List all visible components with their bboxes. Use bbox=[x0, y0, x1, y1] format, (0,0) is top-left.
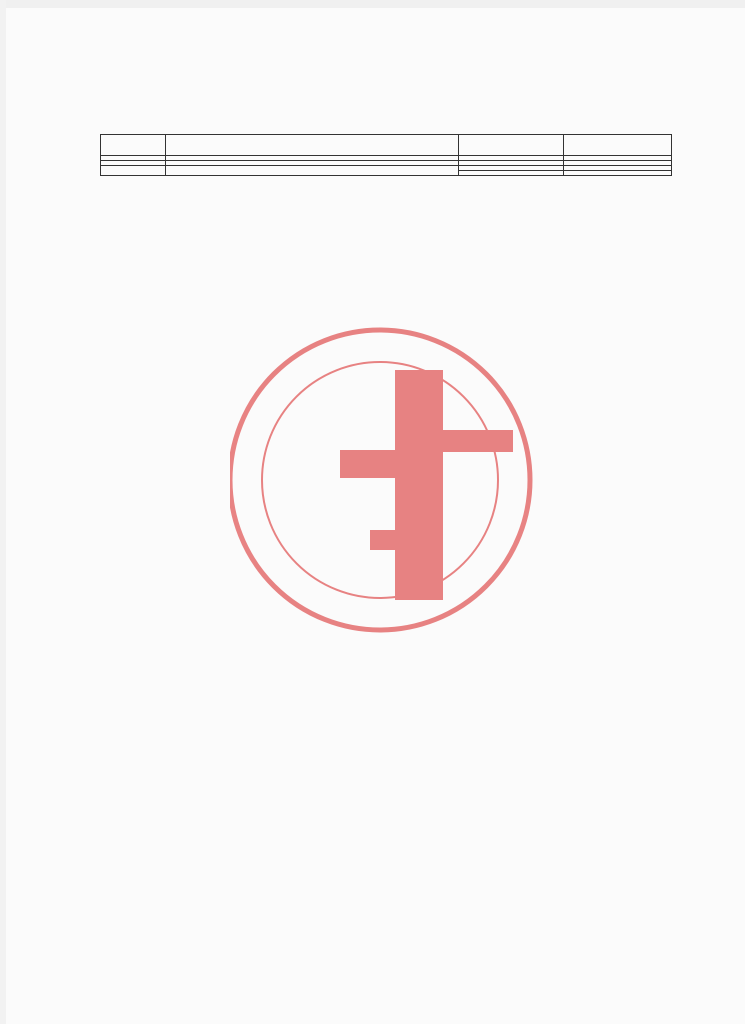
stamp-bar-right bbox=[443, 430, 513, 452]
cell-grade bbox=[564, 171, 672, 176]
table-header-row bbox=[101, 135, 672, 156]
stamp-bar-lower bbox=[370, 530, 410, 550]
paragraph bbox=[100, 201, 672, 222]
section-heading bbox=[100, 180, 672, 201]
header-structure bbox=[459, 135, 564, 156]
body-text bbox=[100, 124, 672, 221]
cell-condition bbox=[166, 166, 459, 176]
header-condition bbox=[166, 135, 459, 156]
publisher-stamp-watermark bbox=[230, 300, 580, 660]
stamp-bar-vertical bbox=[395, 370, 443, 600]
grain-grade-table bbox=[100, 134, 672, 176]
cell-structure bbox=[459, 171, 564, 176]
stamp-outer-ring bbox=[230, 330, 530, 630]
scan-edge-top bbox=[0, 0, 745, 8]
stamp-inner-ring bbox=[262, 362, 498, 598]
scan-edge-left bbox=[0, 0, 6, 1024]
stamp-bar-left bbox=[340, 450, 400, 478]
cell-no bbox=[101, 166, 166, 176]
header-no bbox=[101, 135, 166, 156]
header-grade bbox=[564, 135, 672, 156]
